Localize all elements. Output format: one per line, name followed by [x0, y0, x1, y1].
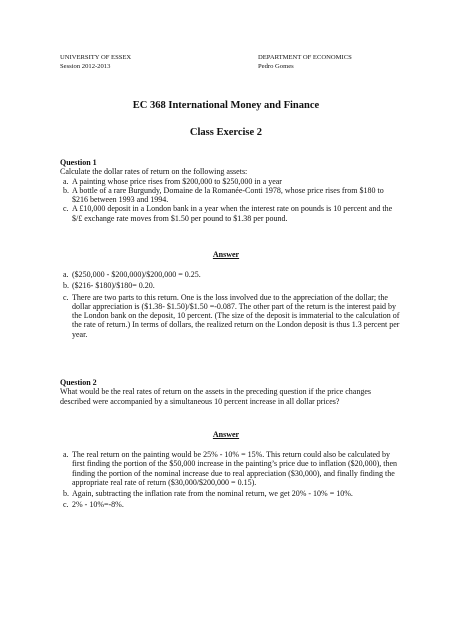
- item-text: A £10,000 deposit in a London bank in a year when the interest rate on pounds is 10 percent and the $/£ exchange rate moves from $1.50 per pound to $1.38 per pound.: [72, 204, 393, 223]
- question-1-item: [60, 177, 400, 186]
- answer-1-item: [60, 270, 400, 279]
- answer-1-heading: Answer: [212, 250, 240, 259]
- answer-1-item: [60, 281, 400, 290]
- document-subtitle: Class Exercise 2: [189, 127, 263, 138]
- answer-2-item: [60, 500, 400, 509]
- question-2-prompt: What would be the real rates of return on the assets in the preceding question if the price changes described were accompanied by a simultaneous 10 percent increase in all dollar prices?: [60, 387, 371, 406]
- item-text: A bottle of a rare Burgundy, Domaine de la Romanée-Conti 1978, whose price rises from $180 to $216 between 1993 and 1994.: [72, 185, 384, 205]
- question-1-prompt: Calculate the dollar rates of return on the following assets:: [60, 167, 248, 177]
- answer-2-item: [60, 450, 400, 487]
- answer-2-heading: Answer: [212, 430, 240, 439]
- item-text: Again, subtracting the inflation rate from the nominal return, we get 20% - 10% = 10%.: [72, 489, 353, 499]
- question-2: [60, 378, 400, 406]
- item-text: ($216- $180)/$180= 0.20.: [72, 281, 155, 291]
- question-2-heading: Question 2: [60, 378, 97, 387]
- item-label: c.: [63, 500, 69, 510]
- question-1-item: [60, 186, 400, 205]
- answer-1-item: [60, 293, 400, 339]
- question-1-heading: Question 1: [60, 158, 97, 167]
- university-name: UNIVERSITY OF ESSEX: [60, 54, 132, 61]
- item-label: a.: [63, 176, 69, 186]
- item-text: 2% - 10%=-8%.: [72, 500, 124, 510]
- item-text: The real return on the painting would be 25% - 10% = 15%. This return could also be calculated by first finding the portion of the $50,000 increase in the painting’s price due to inflation ($20,000), then finding the portion of the nominal increase due to real appreciation ($30,000), and finally finding the appropriate real rate of return ($30,000/$200,000 = 0.15).: [72, 450, 398, 487]
- author-name: Pedro Gomes: [258, 62, 294, 70]
- answer-2-item: [60, 489, 400, 498]
- session-label: Session 2012-2013: [60, 62, 111, 70]
- item-text: A painting whose price rises from $200,000 to $250,000 in a year: [72, 176, 282, 186]
- item-label: a.: [63, 450, 69, 459]
- item-label: c.: [63, 292, 69, 302]
- item-label: b.: [63, 281, 69, 291]
- item-label: b.: [63, 489, 69, 499]
- item-label: c.: [63, 204, 69, 214]
- item-label: b.: [63, 185, 69, 195]
- header-right: [258, 54, 352, 71]
- question-1: [60, 158, 400, 223]
- answer-1: [60, 270, 400, 341]
- question-1-item: [60, 204, 400, 223]
- answer-2: [60, 450, 400, 512]
- document-title: EC 368 International Money and Finance: [132, 100, 320, 111]
- item-label: a.: [63, 270, 69, 279]
- item-text: There are two parts to this return. One is the loss involved due to the appreciation of the dollar; the dollar appreciation is ($1.38- $1.50)/$1.50 =-0.087. The other part of the return is the interest paid by the London bank on the deposit, 10 percent. (The size of the deposit is immaterial to the calculation of the rate of return.) In terms of dollars, the realized return on the London deposit is thus 1.3 percent per year.: [72, 292, 400, 339]
- department-name: DEPARTMENT OF ECONOMICS: [258, 54, 352, 61]
- item-text: ($250,000 - $200,000)/$200,000 = 0.25.: [72, 270, 201, 279]
- header-left: [60, 54, 131, 71]
